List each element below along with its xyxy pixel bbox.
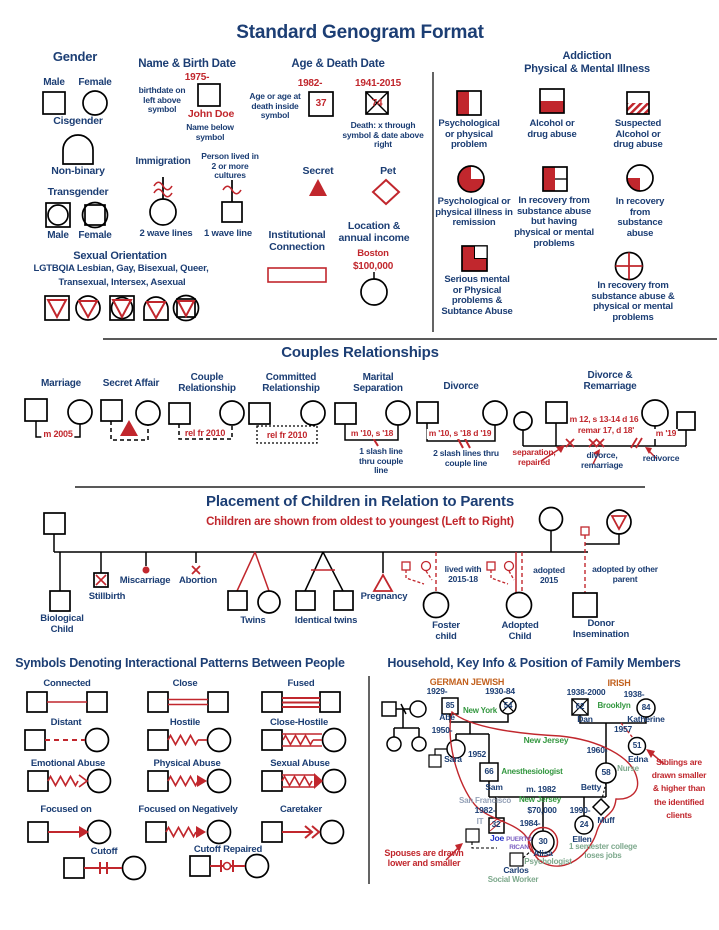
page-title: Standard Genogram Format bbox=[236, 22, 484, 43]
caretaker-label: Caretaker bbox=[279, 804, 323, 815]
alisa-name: Alisa bbox=[533, 848, 553, 858]
ellen-age: 24 bbox=[579, 820, 589, 829]
alisa-job: Psychologist bbox=[524, 857, 572, 866]
abe-age: 85 bbox=[445, 701, 455, 710]
dan-dates: 1938-2000 bbox=[566, 687, 606, 697]
pet-label: Pet bbox=[380, 165, 396, 177]
affair-triangle-icon bbox=[120, 420, 138, 436]
sam-age: 66 bbox=[484, 766, 494, 776]
city-value: Boston bbox=[357, 248, 389, 259]
identical-twins-label: Identical twins bbox=[294, 615, 358, 626]
connected-label: Connected bbox=[43, 678, 91, 689]
nonbinary-arch-icon bbox=[63, 135, 93, 164]
name-note: Name below symbol bbox=[186, 122, 234, 142]
abe-wife-age: 54 bbox=[503, 701, 513, 710]
remarriage-note2: remar 17, d 18' bbox=[577, 425, 635, 435]
alisa-age: 30 bbox=[538, 836, 548, 846]
gender-heading: Gender bbox=[52, 49, 98, 64]
brooklyn-label: Brooklyn bbox=[597, 701, 631, 710]
addiction-label-4: In recovery from substance abuse but having physical or mental problems bbox=[514, 195, 594, 249]
orientation-line2: Transexual, Intersex, Asexual bbox=[58, 277, 186, 288]
donor-note: adopted by other parent bbox=[592, 564, 658, 584]
death-note: Death: x through symbol & date above right bbox=[342, 120, 424, 150]
institutional-rect-icon bbox=[268, 268, 326, 282]
pet-muff-diamond bbox=[593, 799, 609, 815]
focused-negatively-label: Focused on Negatively bbox=[138, 804, 238, 815]
divorce-caption: 2 slash lines thru couple line bbox=[433, 448, 499, 468]
addiction-label-0: Psychological or physical problem bbox=[438, 118, 500, 151]
immigration-label: Immigration bbox=[135, 156, 191, 167]
children-heading: Placement of Children in Relation to Parents bbox=[206, 493, 514, 510]
joe-dates: 1982- bbox=[474, 805, 496, 815]
divorce-label: Divorce bbox=[443, 381, 479, 392]
edna-job: Nurse bbox=[617, 764, 639, 773]
income-value: $100,000 bbox=[352, 261, 394, 272]
addiction-label-1: Alcohol or drug abuse bbox=[527, 118, 577, 140]
fused-label: Fused bbox=[287, 678, 315, 689]
age-note: Age or age at death inside symbol bbox=[249, 91, 301, 121]
joe-job: IT bbox=[476, 817, 484, 826]
birthdate-value: 1975- bbox=[184, 72, 210, 83]
transgender-female-icon bbox=[85, 205, 105, 225]
name-birth-heading: Name & Birth Date bbox=[138, 58, 236, 70]
sara-name: Sara bbox=[444, 754, 462, 764]
remarriage-label: Divorce & Remarriage bbox=[583, 370, 637, 393]
adoptive-parent-icons bbox=[487, 562, 514, 585]
cutoff-repaired-label: Cutoff Repaired bbox=[193, 844, 263, 855]
abe-dates: 1929- bbox=[426, 686, 448, 696]
interaction-heading: Symbols Denoting Interactional Patterns Between People bbox=[15, 656, 345, 670]
twins-label: Twins bbox=[240, 615, 266, 626]
abortion-label: Abortion bbox=[179, 575, 217, 586]
remarriage-cap2: divorce, remarriage bbox=[581, 450, 623, 470]
location-heading: Location & annual income bbox=[338, 220, 410, 244]
hostile-label: Hostile bbox=[169, 717, 201, 728]
age-death-heading: Age & Death Date bbox=[291, 58, 385, 70]
joe-age: 32 bbox=[491, 820, 501, 829]
birthdate-note: birthdate on left above symbol bbox=[138, 85, 186, 115]
focused-on-label: Focused on bbox=[40, 804, 92, 815]
miscarriage-label: Miscarriage bbox=[119, 575, 171, 586]
orientation-symbols bbox=[45, 296, 199, 321]
new-york-label: New York bbox=[462, 706, 498, 715]
dan-age: 62 bbox=[575, 702, 585, 711]
female-label: Female bbox=[78, 77, 112, 88]
foster-parent-icons bbox=[402, 562, 432, 585]
abe-name: Abe bbox=[439, 712, 455, 722]
betty-age: 58 bbox=[601, 767, 611, 777]
edna-age: 51 bbox=[632, 741, 642, 750]
remarriage-note1: m 12, s 13-14 d 16 bbox=[569, 414, 639, 424]
female-circle-icon bbox=[83, 91, 107, 115]
male-square-icon bbox=[43, 92, 65, 114]
separation-caption: 1 slash line thru couple line bbox=[358, 446, 404, 476]
donor-triangle-icon bbox=[612, 516, 626, 529]
location-circle-icon bbox=[361, 279, 387, 305]
committed-note: rel fr 2010 bbox=[266, 430, 308, 440]
muff-name: Muff bbox=[597, 815, 615, 825]
sam-job: Anesthesiologist bbox=[501, 767, 563, 776]
orientation-triangle-icons bbox=[48, 300, 194, 318]
emotional-abuse-label: Emotional Abuse bbox=[30, 758, 106, 769]
tg-male-label: Male bbox=[47, 230, 69, 241]
separation-label: Marital Separation bbox=[353, 372, 403, 395]
institutional-label: Institutional Connection bbox=[268, 229, 326, 253]
biological-label: Biological Child bbox=[40, 613, 84, 635]
edna-name: Edna bbox=[628, 754, 648, 764]
adopted-note: adopted 2015 bbox=[533, 565, 565, 585]
joe-name: Joe bbox=[489, 833, 505, 843]
pet-diamond-icon bbox=[373, 180, 399, 204]
one-wave-label: 1 wave line bbox=[204, 228, 252, 239]
addiction-label-5: In recovery from substance abuse bbox=[615, 196, 665, 239]
stillbirth-x-icon bbox=[96, 575, 106, 585]
sam-betty-marriage: m. 1982 bbox=[526, 784, 556, 794]
edna-dates: 1957 bbox=[613, 724, 633, 734]
addiction-label-3: Psychological or physical illness in remission bbox=[435, 196, 513, 229]
stillbirth-label: Stillbirth bbox=[88, 591, 126, 602]
household-income: $70,000 bbox=[527, 805, 557, 815]
spouses-note: Spouses are drawn lower and smaller bbox=[384, 848, 464, 869]
addiction-label-6: Serious mental or Physical problems & Subtance Abuse bbox=[441, 274, 513, 317]
irish-label: IRISH bbox=[607, 678, 631, 688]
katherine-name: Katherine bbox=[627, 714, 665, 724]
secret-triangle-icon bbox=[309, 179, 327, 196]
katherine-age: 84 bbox=[641, 703, 651, 712]
nonbinary-label: Non-binary bbox=[51, 165, 105, 177]
death-dates: 1941-2015 bbox=[354, 78, 402, 89]
affair-label: Secret Affair bbox=[102, 378, 160, 389]
abe-wife-dates: 1930-84 bbox=[485, 686, 515, 696]
birth-year: 1982- bbox=[297, 78, 323, 89]
addiction-label-2: Suspected Alcohol or drug abuse bbox=[613, 118, 663, 151]
remarriage-cap3: redivorce bbox=[642, 453, 680, 463]
culture-symbols bbox=[150, 177, 242, 225]
marriage-note: m 2005 bbox=[43, 429, 73, 439]
donor-label: Donor Insemination bbox=[572, 618, 630, 640]
betty-dates: 1960- bbox=[586, 745, 608, 755]
puerto-rican-label: PUERTO RICAN bbox=[506, 836, 532, 851]
separation-note: m '10, s '18 bbox=[350, 428, 394, 438]
german-jewish-label: GERMAN JEWISH bbox=[429, 677, 505, 687]
new-jersey-label: New Jersey bbox=[523, 735, 569, 745]
orientation-heading: Sexual Orientation bbox=[73, 250, 167, 262]
orientation-line1: LGTBQIA Lesbian, Gay, Bisexual, Queer, bbox=[33, 263, 209, 274]
two-waves-label: 2 wave lines bbox=[139, 228, 193, 239]
secret-label: Secret bbox=[302, 165, 334, 177]
addiction-heading1: Addiction bbox=[562, 50, 612, 62]
sara-dates: 1950- bbox=[431, 725, 453, 735]
addiction-heading2: Physical & Mental Illness bbox=[524, 63, 650, 75]
marriage-label: Marriage bbox=[40, 378, 82, 389]
committed-label: Committed Relationship bbox=[262, 372, 320, 395]
new-jersey2-label: New Jersey bbox=[518, 795, 562, 804]
twins-lines bbox=[237, 552, 269, 591]
san-francisco-label: San Francisco bbox=[458, 796, 512, 805]
distant-label: Distant bbox=[50, 717, 82, 728]
physical-abuse-label: Physical Abuse bbox=[153, 758, 221, 769]
cutoff-label: Cutoff bbox=[90, 846, 118, 857]
abortion-x-icon bbox=[192, 566, 200, 574]
dan-name: Dan bbox=[577, 714, 593, 724]
foster-note: lived with 2015-18 bbox=[444, 564, 482, 584]
couples-heading: Couples Relationships bbox=[281, 344, 439, 361]
carlos-name: Carlos bbox=[503, 865, 529, 875]
divorce-note: m '10, s '18 d '19 bbox=[428, 428, 492, 438]
foster-label: Foster child bbox=[432, 620, 460, 642]
siblings-note: Siblings are drawn smaller & higher than the identified clients bbox=[651, 757, 707, 820]
other-parent-icon bbox=[581, 527, 589, 535]
person-name: John Doe bbox=[187, 108, 235, 120]
remarriage-cap1: separation, repaired bbox=[512, 447, 556, 467]
tg-female-label: Female bbox=[78, 230, 112, 241]
cisgender-label: Cisgender bbox=[53, 115, 103, 127]
children-subheading: Children are shown from oldest to youngest (Left to Right) bbox=[206, 516, 514, 528]
transgender-male-icon bbox=[48, 205, 68, 225]
sam-birth: 1952 bbox=[467, 749, 487, 759]
household-heading: Household, Key Info & Position of Family Members bbox=[387, 656, 681, 670]
ellen-note: 1 semester college loses jobs bbox=[569, 842, 637, 860]
adopted-label: Adopted Child bbox=[501, 620, 539, 642]
couple-note: rel fr 2010 bbox=[184, 428, 226, 438]
alisa-dates: 1984- bbox=[519, 818, 541, 828]
miscarriage-dot-icon bbox=[143, 567, 150, 574]
remarriage-note3: m '19 bbox=[655, 428, 677, 438]
transgender-heading: Transgender bbox=[47, 186, 109, 198]
male-label: Male bbox=[43, 77, 65, 88]
addiction-label-7: In recovery from substance abuse & physical or mental problems bbox=[591, 280, 675, 323]
sexual-abuse-label: Sexual Abuse bbox=[270, 758, 330, 769]
close-label: Close bbox=[172, 678, 198, 689]
ellen-name: Ellen bbox=[572, 834, 592, 844]
gender-symbols bbox=[43, 91, 108, 228]
katherine-dates: 1938- bbox=[623, 689, 645, 699]
pregnancy-label: Pregnancy bbox=[360, 591, 408, 602]
close-hostile-label: Close-Hostile bbox=[269, 717, 329, 728]
sam-name: Sam bbox=[485, 782, 503, 792]
two-cultures-label: Person lived in 2 or more cultures bbox=[201, 151, 259, 181]
age-value: 37 bbox=[315, 98, 327, 109]
couple-label: Couple Relationship bbox=[178, 372, 236, 395]
death-age-value: 74 bbox=[371, 98, 383, 109]
ellen-dates: 1990- bbox=[569, 805, 591, 815]
betty-name: Betty bbox=[580, 782, 602, 792]
carlos-job: Social Worker bbox=[487, 875, 539, 884]
pregnancy-triangle-icon bbox=[374, 575, 392, 591]
